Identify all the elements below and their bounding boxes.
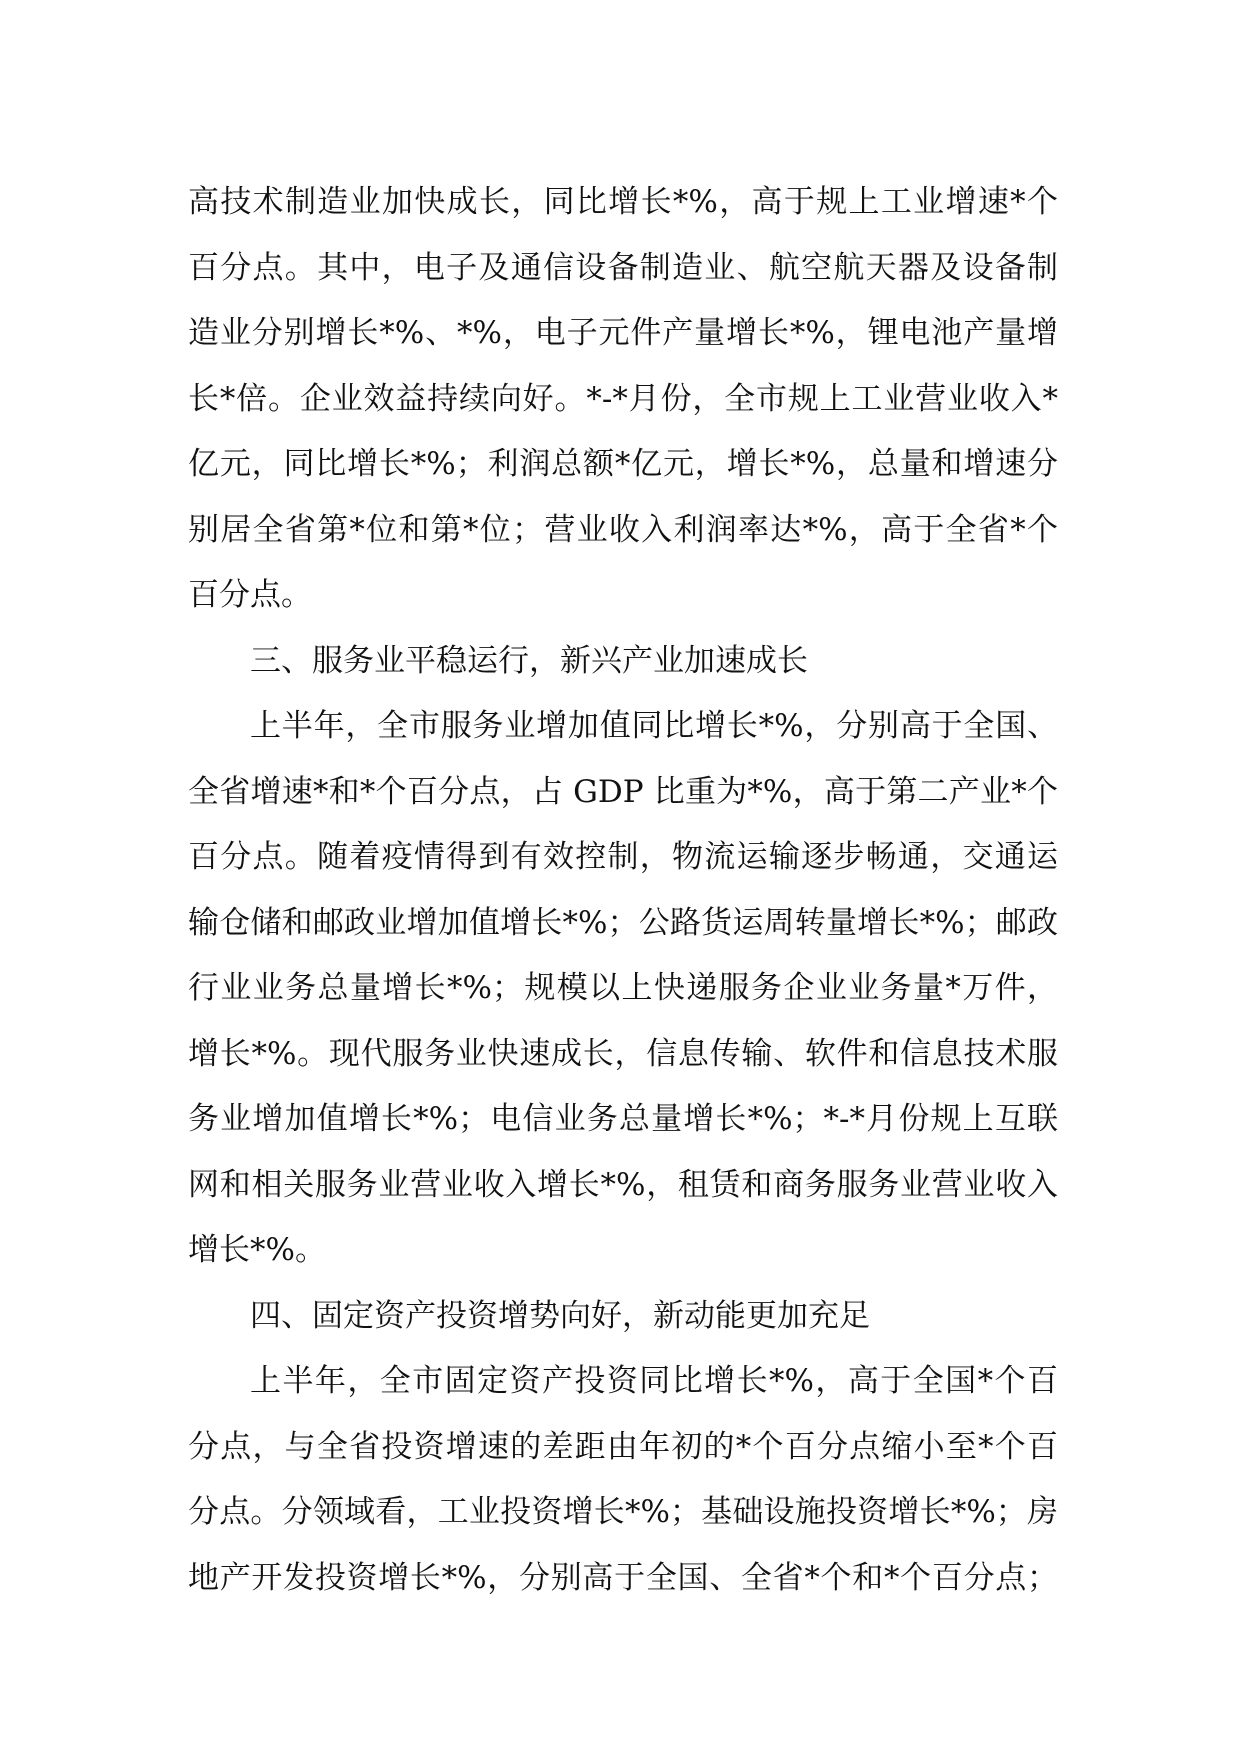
text-line: 全省增速*和*个百分点，占 GDP 比重为*%，高于第二产业*个 — [188, 773, 1058, 810]
section-heading: 四、固定资产投资增势向好，新动能更加充足 — [250, 1297, 870, 1334]
text-line: 百分点。随着疫情得到有效控制，物流运输逐步畅通，交通运 — [188, 839, 1058, 875]
text-line: 造业分别增长*%、*%，电子元件产量增长*%，锂电池产量增 — [188, 315, 1058, 351]
text-line: 网和相关服务业营业收入增长*%，租赁和商务服务业营业收入 — [188, 1166, 1058, 1203]
text-line: 务业增加值增长*%；电信业务总量增长*%；*-*月份规上互联 — [188, 1101, 1058, 1137]
text-line: 长*倍。企业效益持续向好。*-*月份，全市规上工业营业收入* — [188, 380, 1058, 417]
text-line: 别居全省第*位和第*位；营业收入利润率达*%，高于全省*个 — [188, 511, 1058, 548]
text-line: 高技术制造业加快成长，同比增长*%，高于规上工业增速*个 — [188, 184, 1058, 220]
text-line: 增长*%。现代服务业快速成长，信息传输、软件和信息技术服 — [188, 1035, 1058, 1072]
text-line: 亿元，同比增长*%；利润总额*亿元，增长*%，总量和增速分 — [188, 446, 1058, 482]
text-line: 分点，与全省投资增速的差距由年初的*个百分点缩小至*个百 — [188, 1428, 1058, 1465]
text-line: 百分点。 — [188, 577, 312, 613]
text-line: 上半年，全市服务业增加值同比增长*%，分别高于全国、 — [250, 708, 1058, 744]
text-line: 分点。分领域看，工业投资增长*%；基础设施投资增长*%；房 — [188, 1494, 1058, 1530]
text-line: 地产开发投资增长*%，分别高于全国、全省*个和*个百分点； — [188, 1559, 1058, 1596]
text-line: 上半年，全市固定资产投资同比增长*%，高于全国*个百 — [250, 1363, 1058, 1399]
section-heading: 三、服务业平稳运行，新兴产业加速成长 — [250, 642, 808, 679]
text-line: 百分点。其中，电子及通信设备制造业、航空航天器及设备制 — [188, 249, 1058, 286]
text-line: 增长*%。 — [188, 1232, 326, 1268]
body-text — [188, 170, 1058, 1611]
text-line: 行业业务总量增长*%；规模以上快递服务企业业务量*万件， — [188, 970, 1058, 1006]
text-line: 输仓储和邮政业增加值增长*%；公路货运周转量增长*%；邮政 — [188, 904, 1058, 941]
